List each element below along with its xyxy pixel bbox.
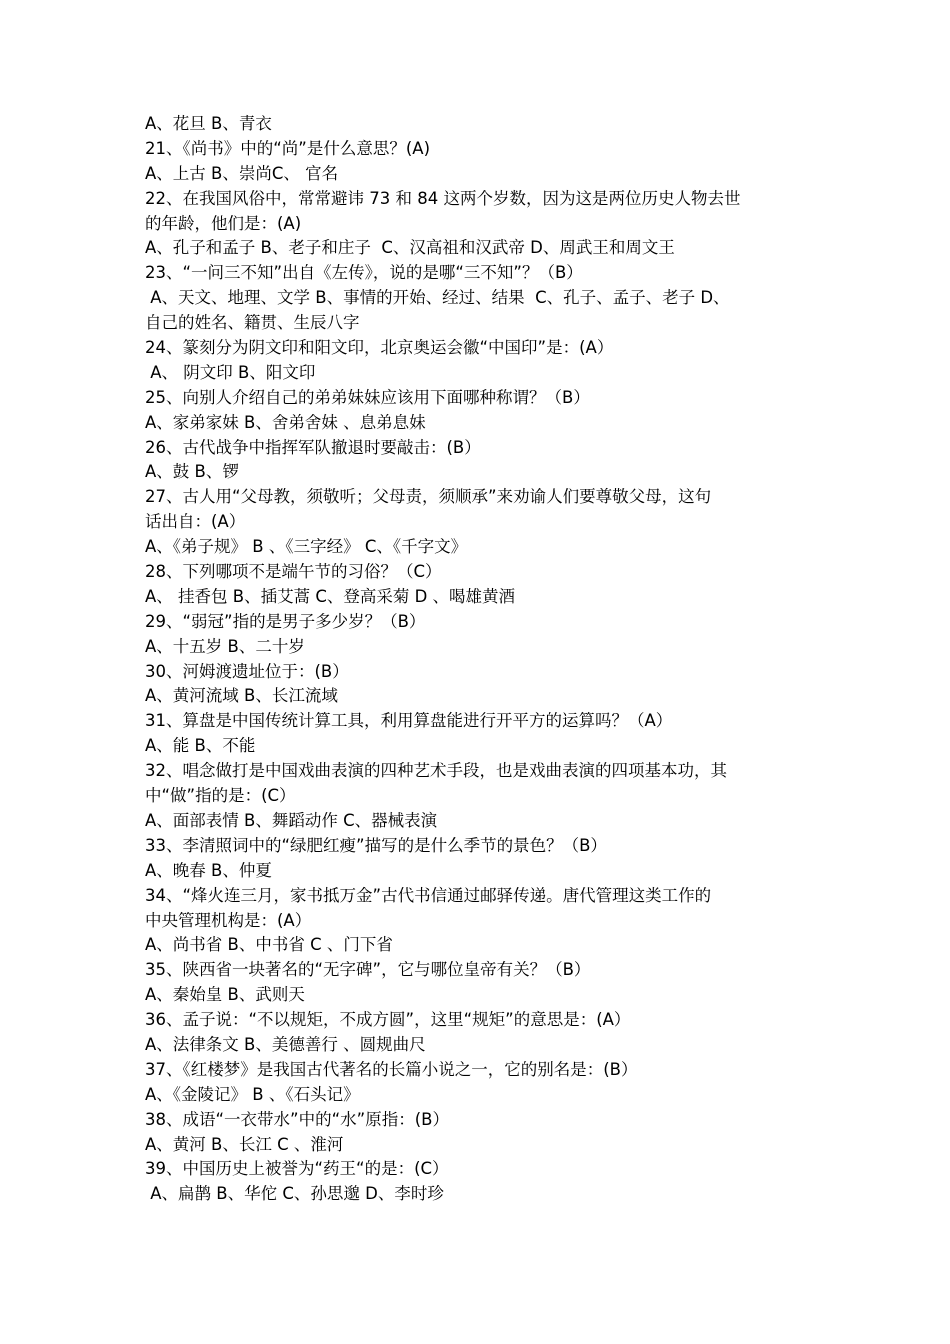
text-line: A、上古 B、崇尚C、 官名 bbox=[145, 163, 339, 183]
text-line: A、晚春 B、仲夏 bbox=[145, 860, 272, 880]
text-line: A、能 B、不能 bbox=[145, 736, 256, 756]
text-line: 30、河姆渡遗址位于：(B） bbox=[145, 661, 349, 681]
text-line: 39、中国历史上被誉为“药王“的是：(C） bbox=[145, 1159, 449, 1179]
text-line: A、天文、地理、文学 B、事情的开始、经过、结果 C、孔子、孟子、老子 D、 bbox=[145, 288, 730, 308]
text-line: A、尚书省 B、中书省 C 、门下省 bbox=[145, 935, 393, 955]
text-line: A、 挂香包 B、插艾蒿 C、登高采菊 D 、喝雄黄酒 bbox=[145, 586, 516, 606]
text-line: A、花旦 B、青衣 bbox=[145, 114, 272, 133]
text-line: 32、唱念做打是中国戏曲表演的四种艺术手段，也是戏曲表演的四项基本功，其 bbox=[145, 761, 727, 781]
text-line: 28、下列哪项不是端午节的习俗？（C） bbox=[145, 562, 442, 582]
text-line: 话出自：(A） bbox=[145, 512, 246, 532]
text-line: 35、陕西省一块著名的“无字碑”，它与哪位皇帝有关？（B） bbox=[145, 960, 591, 980]
text-line: 25、向别人介绍自己的弟弟妹妹应该用下面哪种称谓？（B） bbox=[145, 387, 590, 407]
text-line: 36、孟子说：“不以规矩，不成方圆”，这里“规矩”的意思是：(A） bbox=[145, 1010, 631, 1030]
text-line: 33、李清照词中的“绿肥红瘦”描写的是什么季节的景色？（B） bbox=[145, 835, 607, 855]
text-line: A、家弟家妹 B、舍弟舍妹 、息弟息妹 bbox=[145, 412, 426, 432]
text-line: 中“做”指的是：(C） bbox=[145, 786, 296, 806]
text-line: A、扁鹊 B、华佗 C、孙思邈 D、李时珍 bbox=[145, 1184, 444, 1204]
text-line: A、黄河流域 B、长江流域 bbox=[145, 686, 338, 706]
text-line: 31、算盘是中国传统计算工具，利用算盘能进行开平方的运算吗？（A） bbox=[145, 711, 673, 731]
text-line: A、《金陵记》 B 、《石头记》 bbox=[145, 1084, 360, 1104]
text-line: A、十五岁 B、二十岁 bbox=[145, 636, 305, 656]
text-line: 22、在我国风俗中，常常避讳 73 和 84 这两个岁数，因为这是两位历史人物去世 bbox=[145, 188, 741, 208]
text-line: 自己的姓名、籍贯、生辰八字 bbox=[145, 313, 360, 333]
text-line: A、《弟子规》 B 、《三字经》 C、《千字文》 bbox=[145, 537, 468, 557]
text-line: 中央管理机构是：(A） bbox=[145, 910, 312, 930]
text-line: 27、古人用“父母教，须敬听；父母责，须顺承”来劝谕人们要尊敬父母，这句 bbox=[145, 487, 712, 507]
text-line: 23、“一问三不知”出自《左传》，说的是哪“三不知”？（B） bbox=[145, 263, 583, 283]
text-line: 26、古代战争中指挥军队撤退时要敲击：(B） bbox=[145, 437, 481, 457]
text-line: 29、“弱冠”指的是男子多少岁？（B） bbox=[145, 611, 426, 631]
text-line: 24、篆刻分为阴文印和阳文印，北京奥运会徽“中国印”是：(A） bbox=[145, 338, 614, 358]
text-line: A、秦始皇 B、武则天 bbox=[145, 985, 305, 1005]
text-line: 37、《红楼梦》是我国古代著名的长篇小说之一，它的别名是：(B） bbox=[145, 1059, 638, 1079]
text-line: 的年龄，他们是：(A) bbox=[145, 213, 302, 233]
text-line: 38、成语“一衣带水”中的“水”原指：(B） bbox=[145, 1109, 449, 1129]
document-page bbox=[145, 112, 815, 1207]
text-line: A、黄河 B、长江 C 、淮河 bbox=[145, 1134, 344, 1154]
text-line: A、鼓 B、锣 bbox=[145, 462, 239, 482]
text-line: 34、“烽火连三月，家书抵万金”古代书信通过邮驿传递。唐代管理这类工作的 bbox=[145, 885, 712, 905]
text-line: A、法律条文 B、美德善行 、圆规曲尺 bbox=[145, 1034, 426, 1054]
text-line: A、面部表情 B、舞蹈动作 C、器械表演 bbox=[145, 810, 438, 830]
text-line: 21、《尚书》中的“尚”是什么意思？(A) bbox=[145, 138, 431, 158]
text-line: A、 阴文印 B、阳文印 bbox=[145, 362, 316, 382]
text-line: A、孔子和孟子 B、老子和庄子 C、汉高祖和汉武帝 D、周武王和周文王 bbox=[145, 238, 675, 258]
